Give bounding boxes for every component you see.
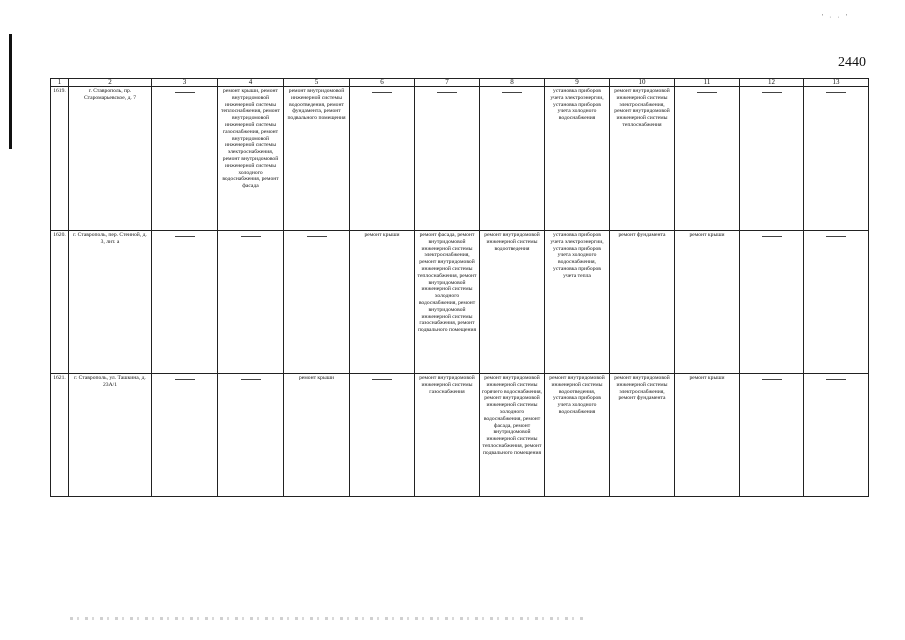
page-number: 2440	[838, 55, 866, 70]
empty-cell	[415, 87, 480, 231]
empty-cell	[740, 231, 804, 374]
empty-cell	[218, 374, 284, 497]
header-row	[51, 79, 869, 87]
dash-mark	[502, 92, 522, 93]
empty-cell	[152, 374, 218, 497]
empty-cell	[804, 231, 869, 374]
empty-cell	[284, 231, 350, 374]
header-cell: 13	[804, 79, 869, 87]
empty-cell	[350, 87, 415, 231]
dash-mark	[762, 92, 782, 93]
work-cell: ремонт крыши	[675, 374, 740, 497]
empty-cell	[675, 87, 740, 231]
work-cell: ремонт крыши, ремонт внутридомовой инженерной системы теплоснабжения, ремонт внутридомовой инженерной системы газоснабжения, ремонт внутридомовой инженерной системы электроснабжения, ремонт внутридомовой инженерной системы холодного водоснабжения, ремонт фасада	[218, 87, 284, 231]
work-cell: ремонт внутридомовой инженерной системы водоотведения	[480, 231, 545, 374]
dash-mark	[826, 92, 846, 93]
dash-mark	[372, 92, 392, 93]
work-cell: ремонт внутридомовой инженерной системы горячего водоснабжения, ремонт внутридомовой инженерной системы холодного водоснабжения, ремонт фасада, ремонт внутридомовой инженерной системы теплоснабжения, ремонт подвального помещения	[480, 374, 545, 497]
header-cell: 7	[415, 79, 480, 87]
header-cell: 3	[152, 79, 218, 87]
work-cell: установка приборов учета электроэнергии, установка приборов учета холодного водоснабжения	[545, 87, 610, 231]
empty-cell	[350, 374, 415, 497]
scan-noise-strip	[70, 617, 585, 620]
scan-noise-marks: ' · · '	[821, 14, 849, 21]
table-row	[51, 231, 869, 374]
dash-mark	[372, 379, 392, 380]
work-cell: ремонт внутридомовой инженерной системы электроснабжения, ремонт внутридомовой инженерной системы теплоснабжения	[610, 87, 675, 231]
header-cell: 4	[218, 79, 284, 87]
dash-mark	[762, 379, 782, 380]
header-cell: 10	[610, 79, 675, 87]
work-cell: ремонт крыши	[675, 231, 740, 374]
header-cell: 1	[51, 79, 69, 87]
dash-mark	[437, 92, 457, 93]
dash-mark	[307, 236, 327, 237]
work-cell: ремонт внутридомовой инженерной системы водоотведения, установка приборов учета холодного водоснабжения	[545, 374, 610, 497]
header-cell: 9	[545, 79, 610, 87]
empty-cell	[152, 231, 218, 374]
address-cell: г. Ставрополь, ул. Ташкина, д. 23А/1	[69, 374, 152, 497]
scan-margin-bar	[9, 34, 12, 149]
dash-mark	[241, 379, 261, 380]
empty-cell	[804, 87, 869, 231]
dash-mark	[241, 236, 261, 237]
header-cell: 8	[480, 79, 545, 87]
header-cell: 11	[675, 79, 740, 87]
table-row	[51, 87, 869, 231]
dash-mark	[826, 236, 846, 237]
empty-cell	[740, 87, 804, 231]
header-cell: 2	[69, 79, 152, 87]
dash-mark	[826, 379, 846, 380]
empty-cell	[804, 374, 869, 497]
row-number: 1621.	[51, 374, 69, 497]
empty-cell	[218, 231, 284, 374]
address-cell: г. Ставрополь, пр. Старомарьевское, д. 7	[69, 87, 152, 231]
header-cell: 12	[740, 79, 804, 87]
work-cell: ремонт крыши	[284, 374, 350, 497]
work-cell: ремонт внутридомовой инженерной системы газоснабжения	[415, 374, 480, 497]
row-number: 1620.	[51, 231, 69, 374]
work-cell: ремонт внутридомовой инженерной системы электроснабжения, ремонт фундамента	[610, 374, 675, 497]
address-cell: г. Ставрополь, пер. Стеиной, д. 3, лит. а	[69, 231, 152, 374]
work-cell: ремонт фундамента	[610, 231, 675, 374]
dash-mark	[762, 236, 782, 237]
empty-cell	[480, 87, 545, 231]
work-cell: установка приборов учета электроэнергии, установка приборов учета холодного водоснабжения, установка приборов учета тепла	[545, 231, 610, 374]
table-row	[51, 374, 869, 497]
header-cell: 5	[284, 79, 350, 87]
empty-cell	[152, 87, 218, 231]
dash-mark	[697, 92, 717, 93]
header-cell: 6	[350, 79, 415, 87]
dash-mark	[175, 379, 195, 380]
work-cell: ремонт фасада, ремонт внутридомовой инженерной системы электроснабжения, ремонт внутридомовой инженерной системы теплоснабжения, ремонт внутридомовой инженерной системы холодного водоснабжения, ремонт внутридомовой инженерной системы газоснабжения, ремонт подвального помещения	[415, 231, 480, 374]
empty-cell	[740, 374, 804, 497]
dash-mark	[175, 92, 195, 93]
work-cell: ремонт крыши	[350, 231, 415, 374]
repair-schedule-table	[50, 78, 869, 497]
dash-mark	[175, 236, 195, 237]
row-number: 1619.	[51, 87, 69, 231]
work-cell: ремонт внутридомовой инженерной системы водоотведения, ремонт фундамента, ремонт подвального помещения	[284, 87, 350, 231]
